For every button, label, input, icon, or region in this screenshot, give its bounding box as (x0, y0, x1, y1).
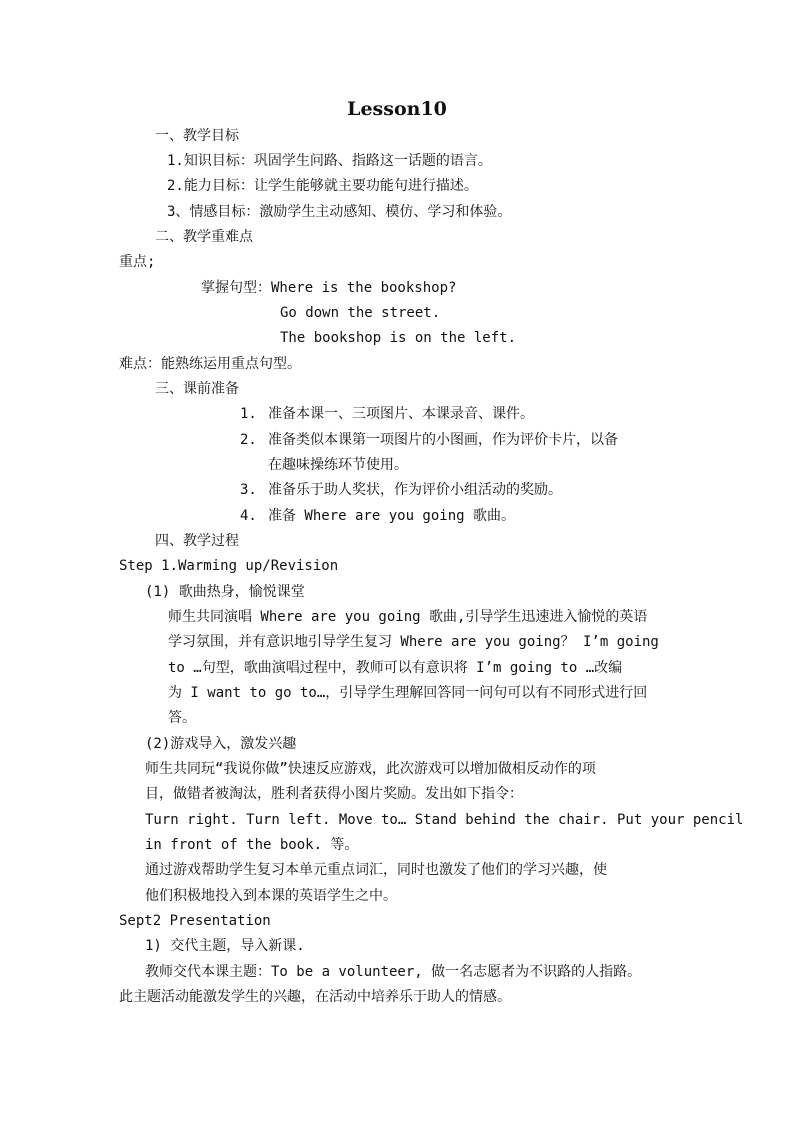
item-text: 准备类似本课第一项图片的小图画，作为评价卡片，以备 (268, 432, 618, 448)
difficulty-text: 难点：能熟练运用重点句型。 (119, 356, 301, 372)
sub-step-title: (1) 歌曲热身，愉悦课堂 (145, 584, 305, 600)
preparation-item (240, 404, 534, 424)
item-text: 准备 Where are you going 歌曲。 (268, 508, 516, 524)
paragraph-line: 通过游戏帮助学生复习本单元重点词汇，同时也激发了他们的学习兴趣，使 (145, 862, 607, 878)
objective-item: 3、情感目标：激励学生主动感知、模仿、学习和体验。 (167, 204, 512, 220)
step-title: Sept2 Presentation (119, 913, 271, 929)
paragraph-line: 师生共同玩“我说你做”快速反应游戏，此次游戏可以增加做相反动作的项 (145, 761, 596, 777)
section-heading-preparation: 三、课前准备 (155, 381, 239, 397)
sentence-pattern-line: The bookshop is on the left. (280, 330, 517, 346)
preparation-item (240, 430, 618, 450)
paragraph-line: 学习氛围，并有意识地引导学生复习 Where are you going？ I’m going (168, 634, 659, 650)
step-title: Step 1.Warming up/Revision (119, 558, 339, 574)
sentence-pattern-line: Go down the street. (280, 305, 441, 321)
objective-item: 2.能力目标：让学生能够就主要功能句进行描述。 (167, 178, 478, 194)
objective-item: 1.知识目标：巩固学生问路、指路这一话题的语言。 (167, 153, 492, 169)
paragraph-line: 他们积极地投入到本课的英语学生之中。 (145, 888, 397, 904)
paragraph-line: 此主题活动能激发学生的兴趣，在活动中培养乐于助人的情感。 (119, 989, 511, 1005)
paragraph-line: 为 I want to go to…，引导学生理解回答同一问句可以有不同形式进行回 (168, 685, 648, 701)
preparation-item (240, 506, 515, 526)
section-heading-objectives: 一、教学目标 (155, 128, 239, 144)
paragraph-line: to …句型，歌曲演唱过程中，教师可以有意识将 I’m going to …改编 (168, 660, 623, 676)
item-text: 准备乐于助人奖状，作为评价小组活动的奖励。 (268, 482, 562, 498)
item-number: 3. (240, 482, 257, 498)
paragraph-line: in front of the book. 等。 (145, 837, 359, 853)
preparation-item (240, 480, 562, 500)
item-text: 准备本课一、三项图片、本课录音、课件。 (268, 406, 534, 422)
section-heading-key-points: 二、教学重难点 (155, 229, 253, 245)
preparation-item-continued: 在趣味操练环节使用。 (268, 457, 408, 473)
paragraph-line: 目，做错者被淘汰，胜利者获得小图片奖励。发出如下指令： (145, 786, 523, 802)
paragraph-line: 答。 (168, 710, 196, 726)
sentence-pattern-label: 掌握句型：Where is the bookshop? (201, 280, 457, 296)
sub-step-title: (2)游戏导入，激发兴趣 (145, 736, 297, 752)
document-title: Lesson10 (347, 98, 447, 120)
section-heading-process: 四、教学过程 (155, 533, 239, 549)
key-point-label: 重点; (119, 254, 156, 270)
paragraph-line: 教师交代本课主题：To be a volunteer, 做一名志愿者为不识路的人指路。 (145, 964, 642, 980)
item-number: 1. (240, 406, 257, 422)
paragraph-line: 师生共同演唱 Where are you going 歌曲,引导学生迅速进入愉悦的英语 (168, 609, 648, 625)
item-number: 2. (240, 432, 257, 448)
sub-step-title: 1) 交代主题，导入新课. (145, 938, 305, 954)
item-number: 4. (240, 508, 257, 524)
paragraph-line: Turn right. Turn left. Move to… Stand behind the chair. Put your pencil (145, 812, 744, 828)
